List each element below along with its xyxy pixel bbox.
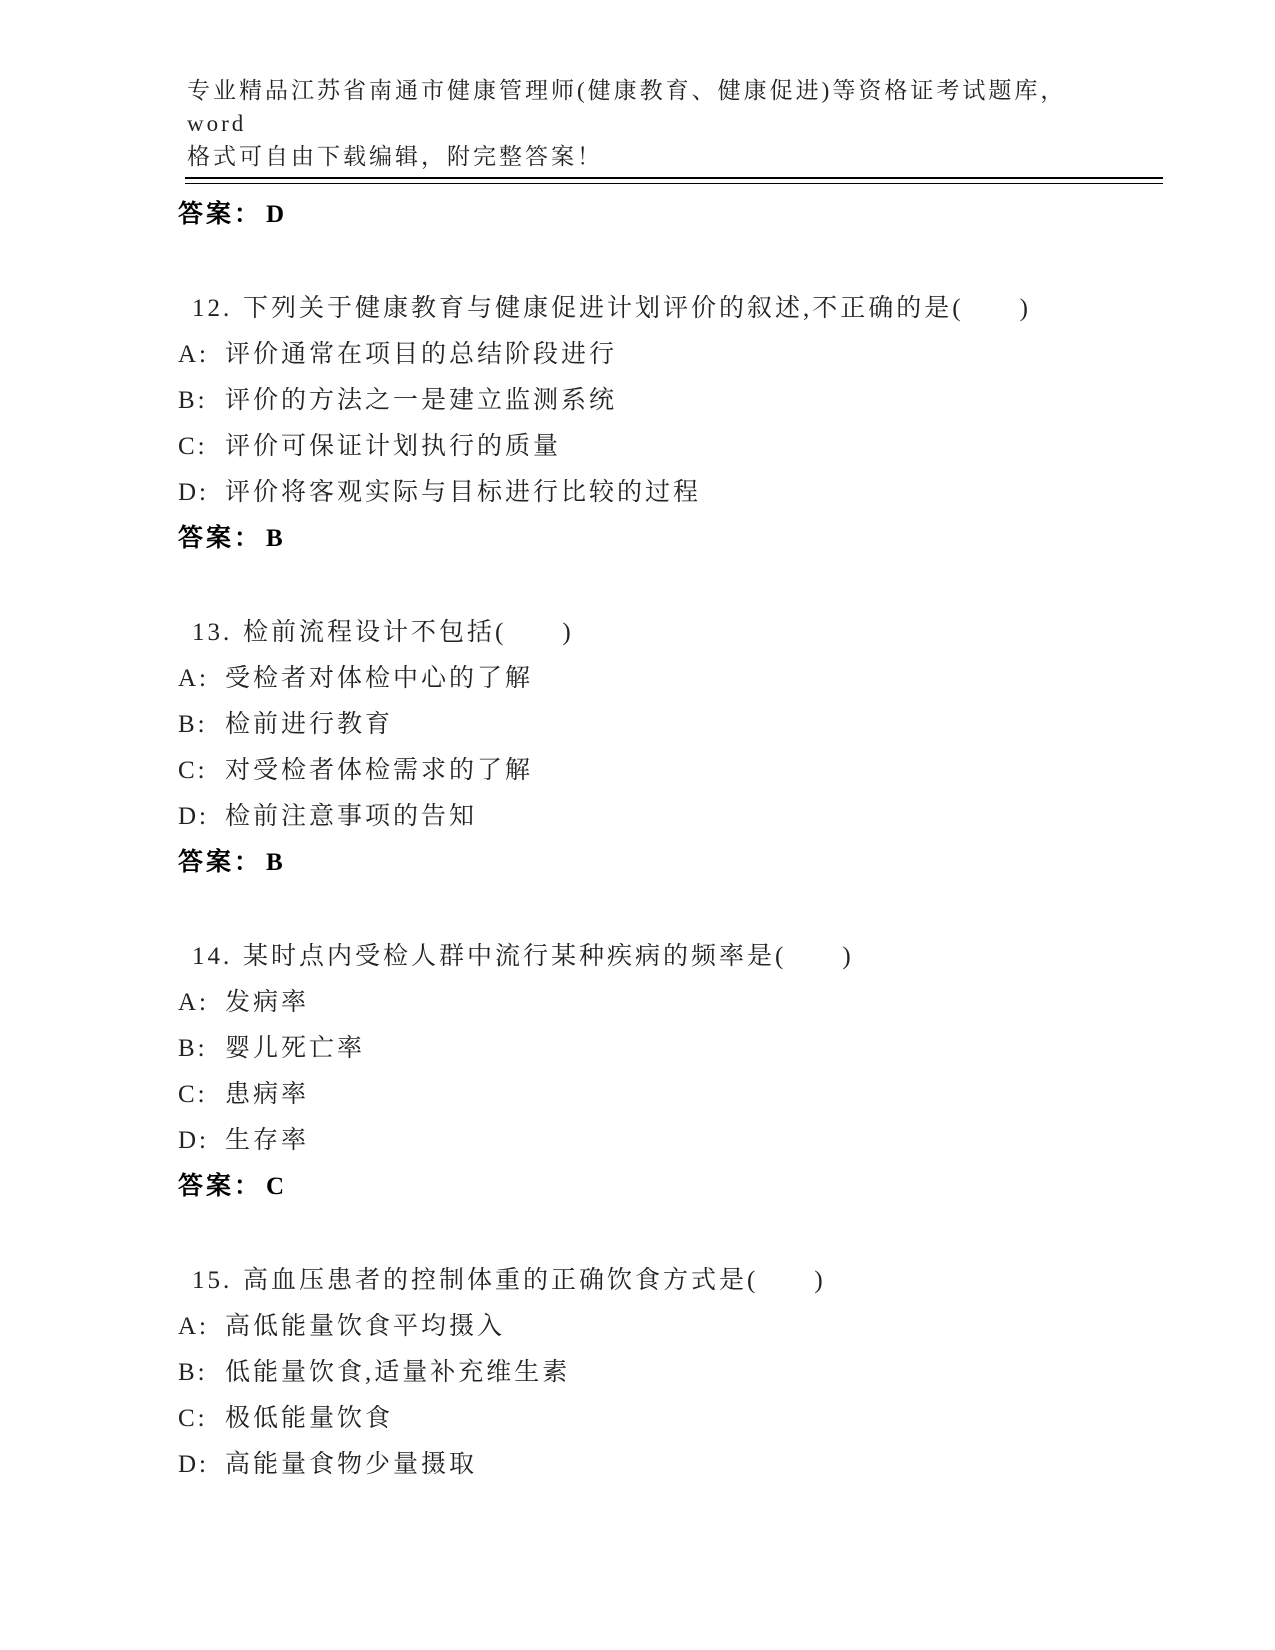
question-number: 15. [192, 1267, 233, 1294]
option-text: 评价的方法之一是建立监测系统 [225, 387, 618, 414]
option-text: 评价将客观实际与目标进行比较的过程 [225, 479, 702, 506]
option-label: A: [178, 341, 209, 368]
header-divider-double-rule [185, 177, 1163, 184]
option-text: 生存率 [225, 1127, 310, 1154]
answer-value: C [266, 1173, 288, 1200]
option-a [178, 656, 1188, 702]
option-text: 受检者对体检中心的了解 [225, 665, 534, 692]
question-stem: 检前流程设计不包括( ) [243, 619, 574, 646]
question-stem: 某时点内受检人群中流行某种疾病的频率是( ) [243, 943, 854, 970]
question-text [178, 934, 1188, 980]
answer-label: 答案： [178, 201, 263, 228]
option-label: D: [178, 1451, 209, 1478]
answer-value: D [266, 201, 288, 228]
option-text: 患病率 [225, 1081, 310, 1108]
option-d [178, 1442, 1188, 1488]
option-b [178, 1026, 1188, 1072]
option-label: B: [178, 1035, 208, 1062]
question-stem: 下列关于健康教育与健康促进计划评价的叙述,不正确的是( ) [243, 295, 1031, 322]
question-text [178, 610, 1188, 656]
option-text: 评价可保证计划执行的质量 [225, 433, 562, 460]
question-block-14 [178, 934, 1188, 1210]
answer-line-q12 [178, 516, 1188, 562]
answer-value: B [266, 849, 286, 876]
answer-line-q14 [178, 1164, 1188, 1210]
question-text [178, 1258, 1188, 1304]
question-text [178, 286, 1188, 332]
answer-label: 答案： [178, 849, 263, 876]
option-text: 评价通常在项目的总结阶段进行 [225, 341, 618, 368]
option-b [178, 378, 1188, 424]
option-d [178, 794, 1188, 840]
option-label: B: [178, 387, 208, 414]
option-c [178, 1072, 1188, 1118]
answer-label: 答案： [178, 525, 263, 552]
option-c [178, 748, 1188, 794]
question-block-13 [178, 610, 1188, 886]
option-label: B: [178, 711, 208, 738]
question-block-12 [178, 286, 1188, 562]
option-d [178, 470, 1188, 516]
question-number: 12. [192, 295, 233, 322]
answer-line-q13 [178, 840, 1188, 886]
option-label: D: [178, 1127, 209, 1154]
document-body [178, 192, 1188, 1488]
option-c [178, 424, 1188, 470]
option-label: A: [178, 989, 209, 1016]
page-header [187, 74, 1107, 173]
option-a [178, 1304, 1188, 1350]
option-b [178, 1350, 1188, 1396]
question-block-15 [178, 1258, 1188, 1488]
option-label: C: [178, 757, 208, 784]
option-text: 检前注意事项的告知 [225, 803, 478, 830]
answer-label: 答案： [178, 1173, 263, 1200]
option-label: D: [178, 479, 209, 506]
header-line-1: 专业精品江苏省南通市健康管理师(健康教育、健康促进)等资格证考试题库，word [187, 78, 1067, 136]
option-label: D: [178, 803, 209, 830]
option-text: 发病率 [225, 989, 310, 1016]
option-d [178, 1118, 1188, 1164]
question-number: 13. [192, 619, 233, 646]
option-a [178, 980, 1188, 1026]
option-label: A: [178, 665, 209, 692]
option-c [178, 1396, 1188, 1442]
option-text: 对受检者体检需求的了解 [225, 757, 534, 784]
option-label: B: [178, 1359, 208, 1386]
option-label: A: [178, 1313, 209, 1340]
option-text: 高能量食物少量摄取 [225, 1451, 478, 1478]
question-number: 14. [192, 943, 233, 970]
question-stem: 高血压患者的控制体重的正确饮食方式是( ) [243, 1267, 826, 1294]
option-text: 极低能量饮食 [225, 1405, 394, 1432]
option-label: C: [178, 1081, 208, 1108]
option-text: 低能量饮食,适量补充维生素 [225, 1359, 571, 1386]
option-label: C: [178, 1405, 208, 1432]
option-text: 检前进行教育 [225, 711, 394, 738]
answer-value: B [266, 525, 286, 552]
option-text: 高低能量饮食平均摄入 [225, 1313, 506, 1340]
answer-line-q11 [178, 192, 1188, 238]
option-a [178, 332, 1188, 378]
option-text: 婴儿死亡率 [225, 1035, 366, 1062]
option-label: C: [178, 433, 208, 460]
header-line-2: 格式可自由下载编辑，附完整答案！ [187, 144, 603, 169]
option-b [178, 702, 1188, 748]
